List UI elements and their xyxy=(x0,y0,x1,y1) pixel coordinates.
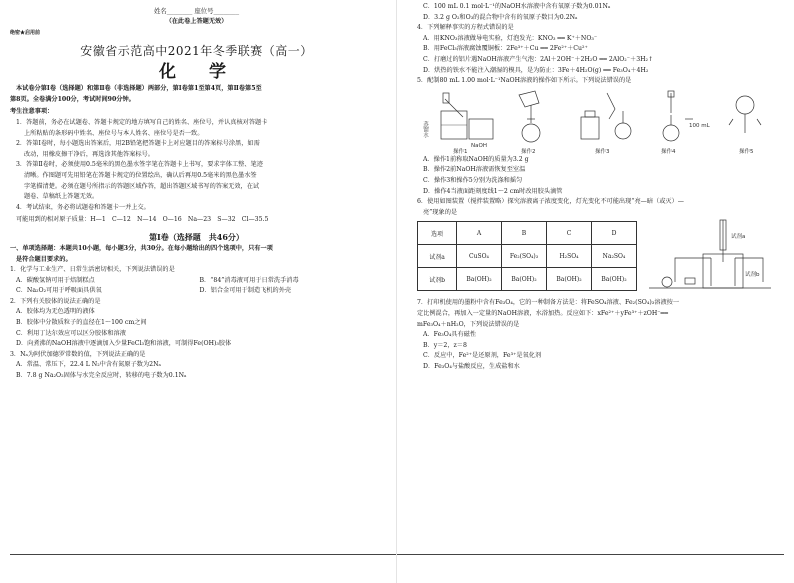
option: B．“84”消毒液可用于日常洗手消毒 xyxy=(199,276,299,284)
operation-4-label: 操作4 xyxy=(661,148,676,155)
question-1: 1．化学与工业生产、日常生活密切相关，下列说法错误的是 xyxy=(10,266,175,274)
table-row xyxy=(418,268,637,291)
q1-options-row xyxy=(10,286,383,297)
question-5: 5．配制80 mL 1.00 mol·L⁻¹NaOH溶液的操作如下所示。下列说法错误的是 xyxy=(417,77,632,85)
notice-line: 清晰。作图题可先用铅笔在答题卡规定的位置绘出，确认后再用0.5毫米的黑色墨水签 xyxy=(24,171,257,179)
operation-1-label: 操作1 xyxy=(453,148,468,155)
option: C．打磨过的铝片遇NaOH溶液产生气泡：2Al＋2OH⁻＋2H₂O ══ 2AlO₂⁻＋3H₂↑ xyxy=(423,55,654,63)
option: B．胶体中分散质粒子的直径在1～100 cm之间 xyxy=(16,319,147,327)
q5-procedure-figure xyxy=(423,89,783,155)
table-cell: B xyxy=(502,222,547,245)
q6-reagent-table xyxy=(417,221,637,291)
question-3: 3．Nₐ为阿伏加德罗常数的值，下列说法正确的是 xyxy=(10,350,146,358)
table-cell: 选项 xyxy=(418,222,457,245)
option: B．用FeCl₃溶液腐蚀覆铜板：2Fe³⁺＋Cu ══ 2Fe²⁺＋Cu²⁺ xyxy=(423,45,588,53)
secret-tag: 绝密★启用前 xyxy=(10,30,41,37)
intro-line-1: 本试卷分第Ⅰ卷（选择题）和第Ⅱ卷（非选择题）两部分，第Ⅰ卷第1至第4页，第Ⅱ卷第5至 xyxy=(16,85,262,93)
option: B．y＝2，z＝8 xyxy=(423,341,467,349)
table-cell: Ba(OH)₂ xyxy=(592,268,637,291)
operation-5-label: 操作5 xyxy=(739,148,754,155)
q6-conductivity-apparatus xyxy=(645,218,775,298)
subject-title: 化 学 xyxy=(159,62,234,83)
right-bottom-rule xyxy=(417,554,784,555)
table-cell: A xyxy=(457,222,502,245)
table-cell: 试剂b xyxy=(418,268,457,291)
question-7-cont: 定比例混合，再加入一定量的NaOH溶液，水浴加热。反应如下：xFe²⁺＋yFe³⁺＋zOH⁻══ xyxy=(417,309,668,317)
q6-label-reagent-b: 试剂b xyxy=(745,272,760,279)
part1-title: 第Ⅰ卷（选择题 共46分） xyxy=(149,231,244,242)
option: A．胶体均为无色透明的液体 xyxy=(16,308,95,316)
option: D．Fe₃O₄与盐酸反应，生成盐和水 xyxy=(423,362,520,370)
section1-instruction: 一、单项选择题：本题共10小题，每小题3分，共30分。在每小题给出的四个选项中，只有一项 xyxy=(10,244,273,252)
question-6: 6．使用如图装置（搅拌装置略）探究溶液离子浓度变化，灯光变化不可能出现“亮—暗（或灭）— xyxy=(417,198,684,206)
table-row xyxy=(418,245,637,268)
name-seat-line: 姓名________ 座位号________ xyxy=(153,7,240,15)
operation-3-label: 操作3 xyxy=(595,148,610,155)
question-2: 2．下列有关胶体的说法正确的是 xyxy=(10,297,101,305)
notice-line: 字笔描清楚。必须在题号所指示的答题区域作答，超出答题区域书写的答案无效，在试 xyxy=(24,182,260,190)
intro-line-2: 第8页。全卷满分100分，考试时间90分钟。 xyxy=(10,95,135,103)
table-cell: CuSO₄ xyxy=(457,245,502,268)
fig-note-100ml: 100 mL xyxy=(689,122,710,129)
option: A．碳酸氢钠可用于焙制糕点 xyxy=(16,276,95,284)
question-7: 7．打印机使用的墨粉中含有Fe₃O₄，它的一种制备方法是：将FeSO₄溶液、Fe₂(SO₄)₃溶液按一 xyxy=(417,299,680,307)
notice-line: 1．答题前，务必在试题卷、答题卡规定的地方填写自己的姓名、座位号，并认真核对答题卡 xyxy=(16,118,268,126)
table-cell: Ba(OH)₂ xyxy=(502,268,547,291)
table-cell: C xyxy=(547,222,592,245)
option: D．向煮沸的NaOH溶液中逐滴加入少量FeCl₃饱和溶液，可制得Fe(OH)₃胶体 xyxy=(16,340,232,348)
option: D．3.2 g O₂和O₃的混合物中含有的氧原子数目为0.2Nₐ xyxy=(423,13,578,21)
option: D．烘热的铁水不能注入潮湿的模具，是为防止：3Fe＋4H₂O(g) ══ Fe₃O₄＋4H₂ xyxy=(423,66,649,74)
no-answer-note: （在此卷上答题无效） xyxy=(165,17,228,25)
notice-line: 2．答第Ⅰ卷时，每小题选出答案后，用2B铅笔把答题卡上对应题目的答案标号涂黑，如需 xyxy=(16,140,260,148)
operation-4-diagram xyxy=(663,91,693,141)
option: D．操作4当液面距刻度线1～2 cm时改用胶头滴管 xyxy=(423,187,563,195)
table-cell: Na₂SO₄ xyxy=(592,245,637,268)
table-cell: 试剂a xyxy=(418,245,457,268)
exam-title: 安徽省示范高中2021年冬季联赛（高一） xyxy=(80,44,313,59)
option: B．7.8 g Na₂O₂固体与水完全反应时，转移的电子数为0.1Nₐ xyxy=(16,372,187,380)
question-7-cont: mFe₃O₄＋nH₂O，下列说法错误的是 xyxy=(417,320,520,328)
option: A．用KNO₃溶液做导电实验，灯泡发光：KNO₃ ══ K⁺＋NO₃⁻ xyxy=(423,34,598,42)
option: A．常温、常压下，22.4 L N₂中含有氮原子数为2Nₐ xyxy=(16,361,161,369)
fig-note-naoh: NaOH xyxy=(471,142,487,149)
operation-1-diagram xyxy=(441,93,493,139)
right-page xyxy=(397,0,794,583)
option: A．Fe₃O₄具有磁性 xyxy=(423,331,477,339)
option: C．利用丁达尔效应可以区分胶体和溶液 xyxy=(16,329,126,337)
option: C．反应中，Fe²⁺是还原剂，Fe³⁺是氧化剂 xyxy=(423,352,542,360)
question-6-cont: 亮”现象的是 xyxy=(423,208,458,216)
notice-line: 3．答第Ⅱ卷时，必须使用0.5毫米的黑色墨水签字笔在答题卡上书写，要求字体工整、笔迹 xyxy=(16,161,263,169)
operation-3-diagram xyxy=(581,93,631,139)
notice-list xyxy=(10,118,383,213)
table-cell: Ba(OH)₂ xyxy=(547,268,592,291)
notice-line: 4．考试结束，务必将试题卷和答题卡一并上交。 xyxy=(16,203,150,211)
operation-2-label: 操作2 xyxy=(521,148,536,155)
atomic-masses: 可能用到的相对原子质量：H—1 C—12 N—14 O—16 Na—23 S—32 Cl—35.5 xyxy=(16,216,269,224)
q6-row xyxy=(417,218,784,298)
q6-label-reagent-a: 试剂a xyxy=(731,234,746,241)
table-cell: H₂SO₄ xyxy=(547,245,592,268)
option: C．操作3和操作5分别为洗涤和摇匀 xyxy=(423,176,523,184)
option: C．Na₂O₂可用于呼吸面具供氧 xyxy=(16,287,102,295)
option: B．操作2前NaOH溶液需恢复至室温 xyxy=(423,166,526,174)
option: A．操作1前称取NaOH的质量为3.2 g xyxy=(423,155,529,163)
option: C．100 mL 0.1 mol·L⁻¹的NaOH水溶液中含有氧原子数为0.01Nₐ xyxy=(423,3,611,10)
fig-note-water: 蒸馏水 xyxy=(422,120,428,138)
notice-line: 题卷、草稿纸上答题无效。 xyxy=(24,193,99,201)
table-cell: Ba(OH)₂ xyxy=(457,268,502,291)
option: D．铝合金可用于制造飞机的外壳 xyxy=(199,287,292,295)
table-cell: D xyxy=(592,222,637,245)
q1-options-row xyxy=(10,276,383,287)
table-cell: Fe₂(SO₄)₃ xyxy=(502,245,547,268)
operation-2-diagram xyxy=(519,91,540,142)
question-4: 4．下列解释事实的方程式错误的是 xyxy=(417,24,514,32)
notice-line: 改动，用橡皮擦干净后，再选涂其他答案标号。 xyxy=(24,150,154,158)
notice-line: 上所粘贴的条形码中姓名、座位号与本人姓名、座位号是否一致。 xyxy=(24,129,204,137)
table-header-row xyxy=(418,222,637,245)
notice-title: 考生注意事项： xyxy=(10,108,54,116)
section1-instruction-cont: 是符合题目要求的。 xyxy=(16,255,72,263)
operation-5-diagram xyxy=(729,96,761,133)
